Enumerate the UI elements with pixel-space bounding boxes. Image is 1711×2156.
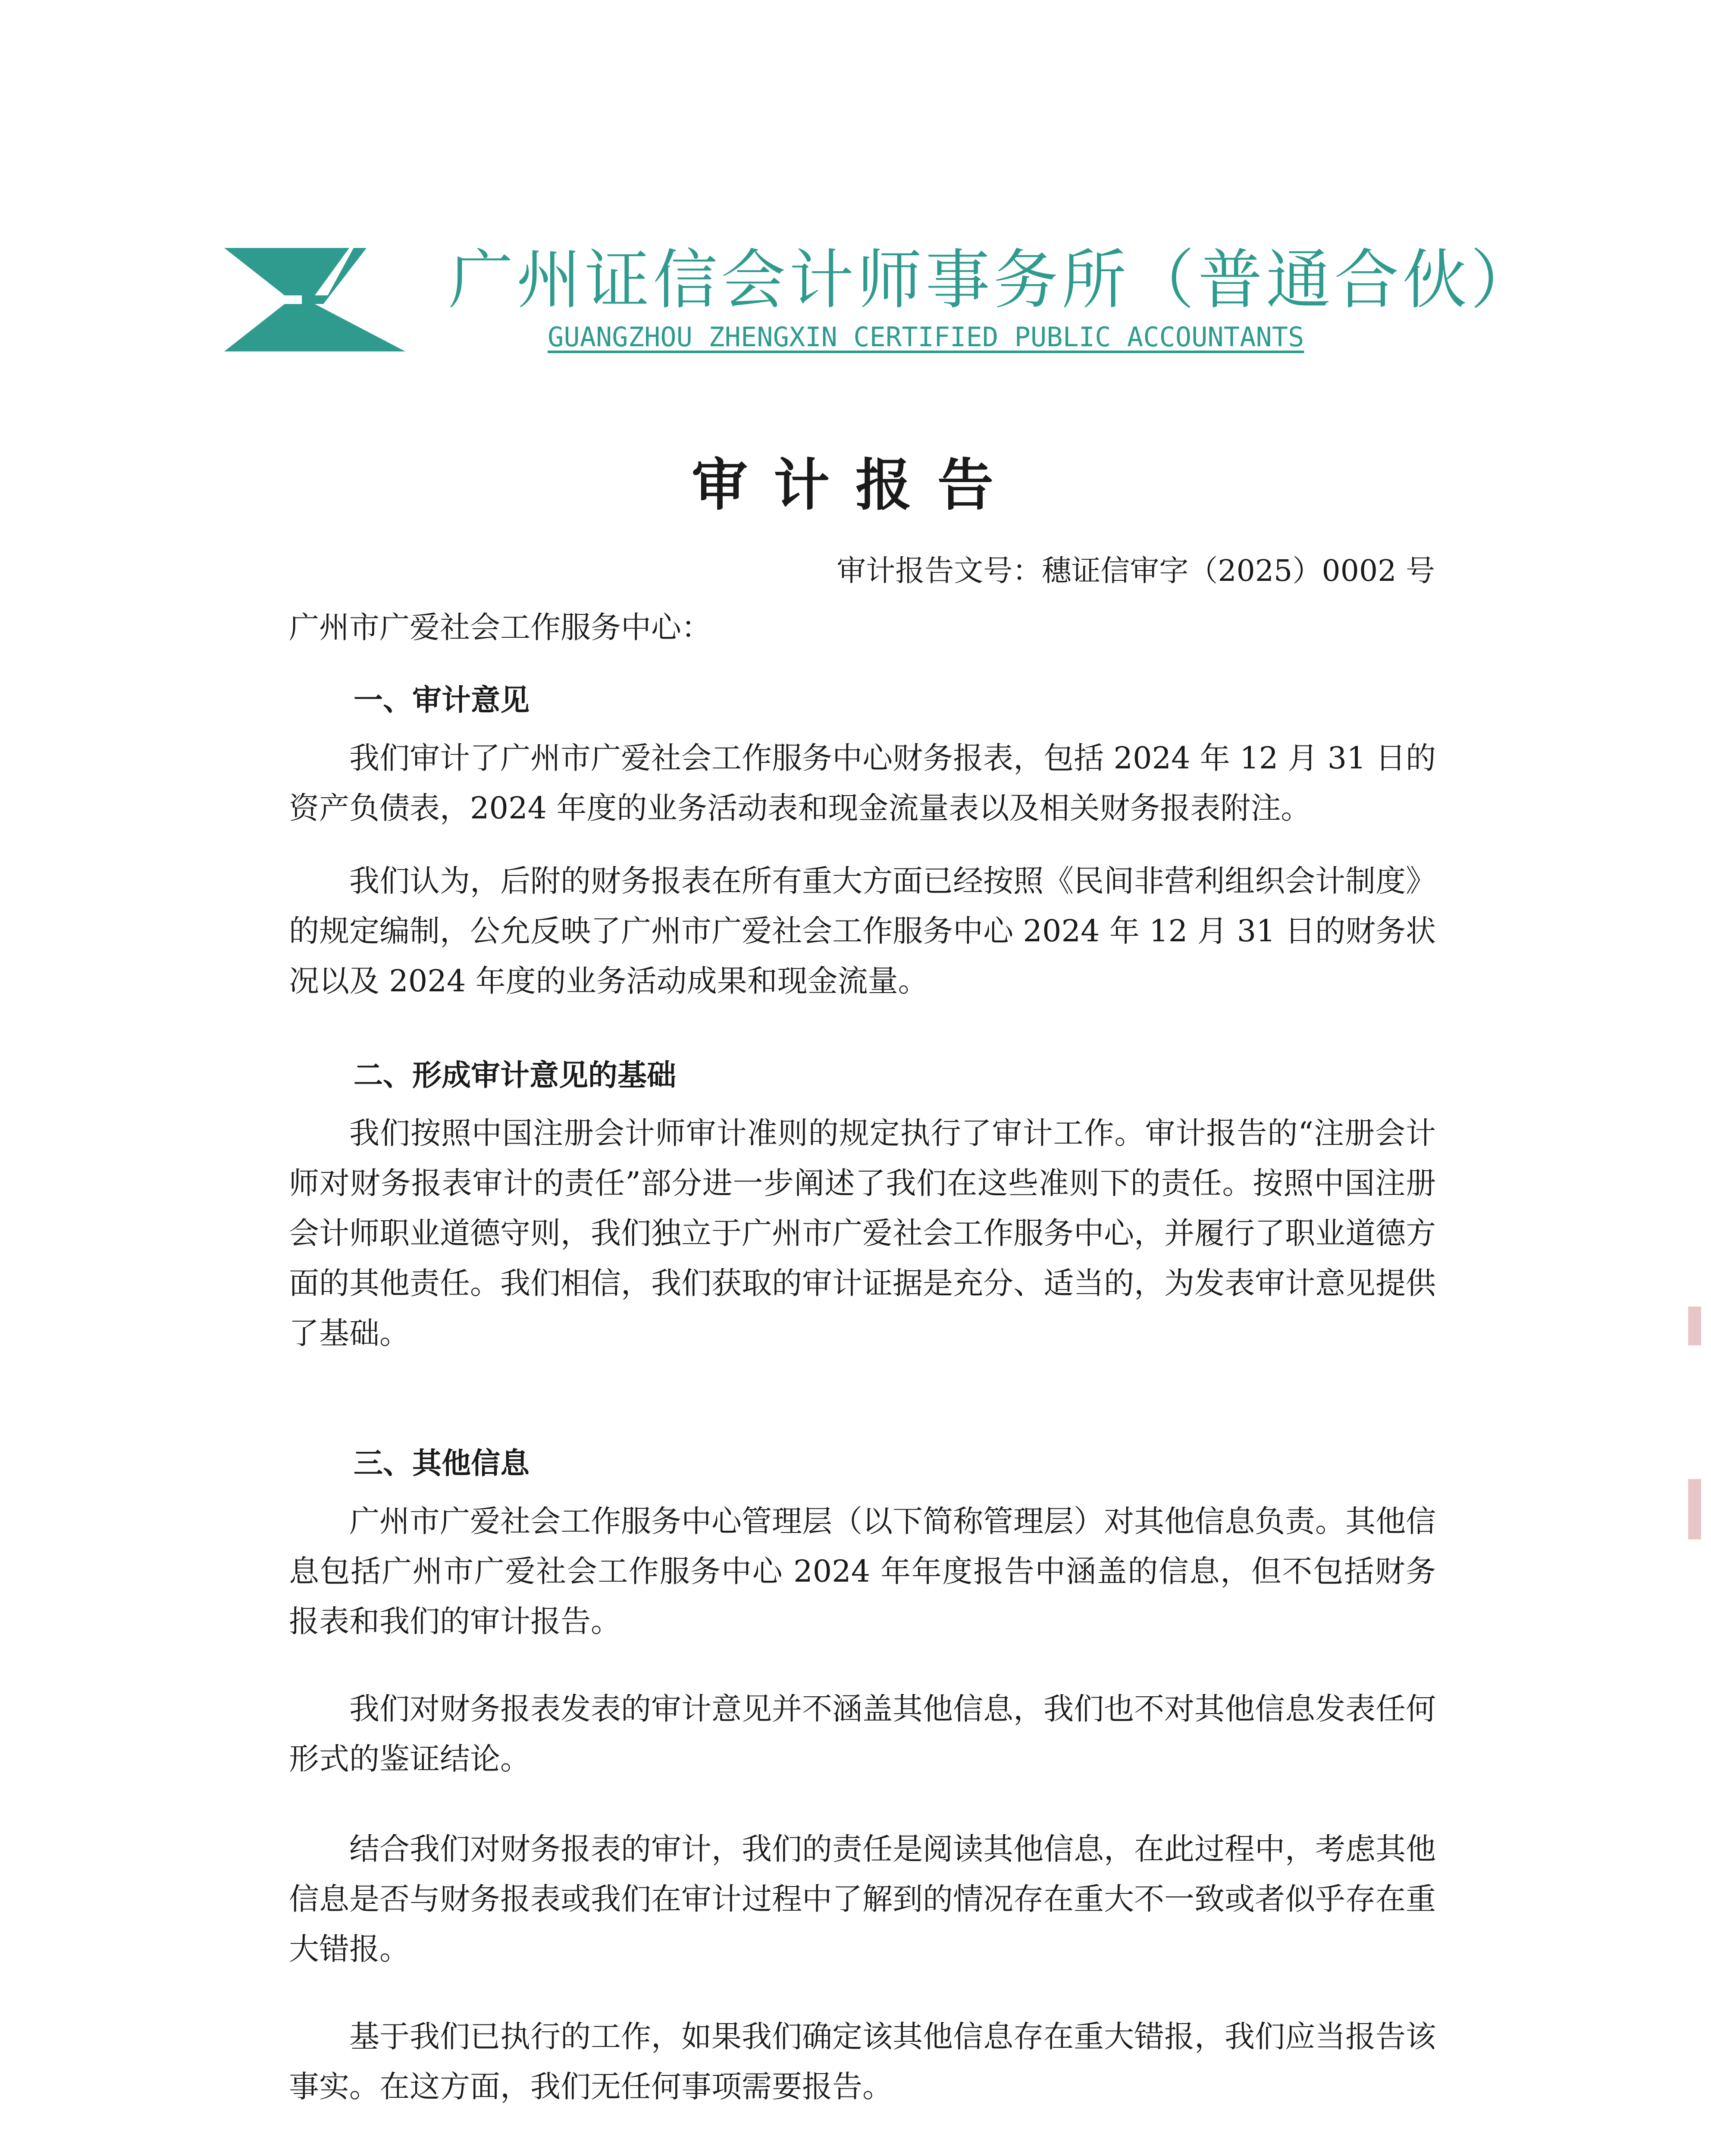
paragraph: 我们审计了广州市广爱社会工作服务中心财务报表，包括 2024 年 12 月 31 日的资产负债表，2024 年度的业务活动表和现金流量表以及相关财务报表附注。 [289, 740, 1436, 826]
paragraph: 结合我们对财务报表的审计，我们的责任是阅读其他信息，在此过程中，考虑其他信息是否与财务报表或我们在审计过程中了解到的情况存在重大不一致或者似乎存在重大错报。 [289, 1831, 1436, 1967]
edge-stamp-mark [1688, 1479, 1701, 1539]
firm-name-en: GUANGZHOU ZHENGXIN CERTIFIED PUBLIC ACCOUNTANTS [548, 321, 1304, 353]
section-heading-basis-for-opinion: 二、形成审计意见的基础 [354, 1059, 677, 1093]
paragraph: 我们对财务报表发表的审计意见并不涵盖其他信息，我们也不对其他信息发表任何形式的鉴证结论。 [289, 1691, 1436, 1777]
section-heading-other-information: 三、其他信息 [354, 1447, 530, 1481]
firm-logo-icon [224, 244, 410, 356]
paragraph: 我们按照中国注册会计师审计准则的规定执行了审计工作。审计报告的“注册会计师对财务报表审计的责任”部分进一步阐述了我们在这些准则下的责任。按照中国注册会计师职业道德守则，我们独立于广州市广爱社会工作服务中心，并履行了职业道德方面的其他责任。我们相信，我们获取的审计证据是充分、适当的，为发表审计意见提供了基础。 [289, 1116, 1436, 1351]
paragraph: 广州市广爱社会工作服务中心管理层（以下简称管理层）对其他信息负责。其他信息包括广州市广爱社会工作服务中心 2024 年年度报告中涵盖的信息，但不包括财务报表和我们的审计报告。 [289, 1504, 1436, 1639]
section-heading-audit-opinion: 一、审计意见 [354, 683, 530, 718]
addressee: 广州市广爱社会工作服务中心： [289, 610, 711, 645]
paragraph: 基于我们已执行的工作，如果我们确定该其他信息存在重大错报，我们应当报告该事实。在这方面，我们无任何事项需要报告。 [289, 2019, 1436, 2104]
firm-name-cn: 广州证信会计师事务所（普通合伙） [448, 243, 1539, 318]
paragraph: 我们认为，后附的财务报表在所有重大方面已经按照《民间非营利组织会计制度》的规定编制，公允反映了广州市广爱社会工作服务中心 2024 年 12 月 31 日的财务状况以及 2024 年度的业务活动成果和现金流量。 [289, 863, 1436, 999]
edge-stamp-mark [1688, 1307, 1701, 1345]
doc-number: 审计报告文号：穗证信审字（2025）0002 号 [837, 554, 1435, 588]
report-title: 审计报告 [691, 452, 1019, 518]
